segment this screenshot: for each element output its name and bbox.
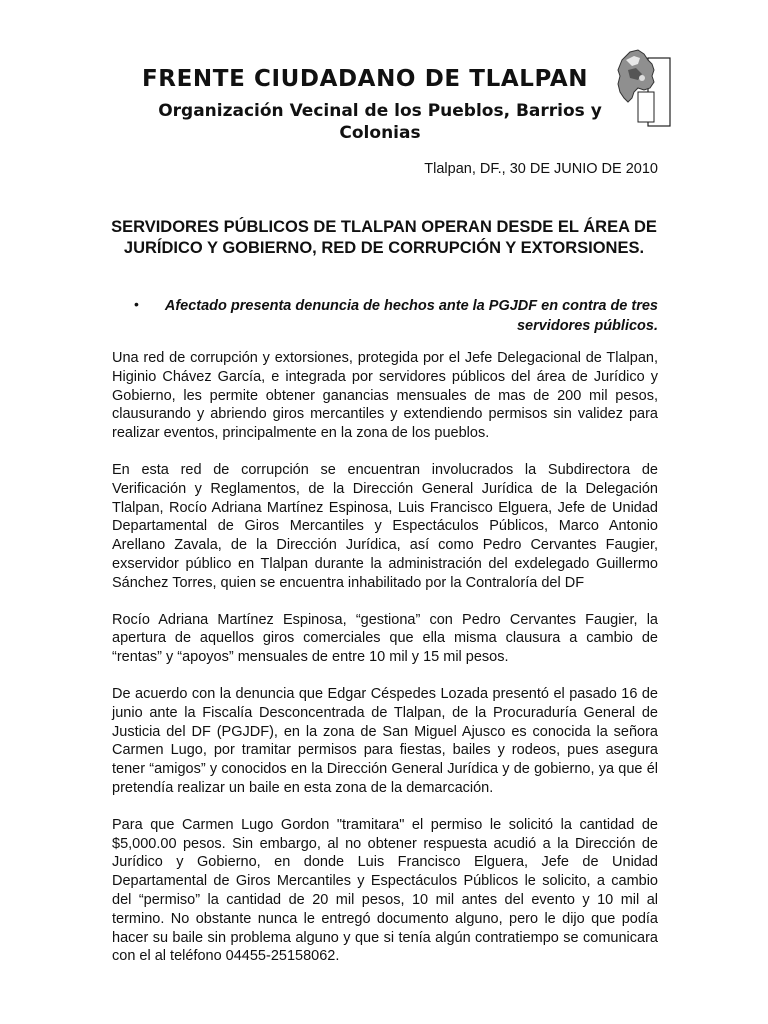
organization-title: FRENTE CIUDADANO DE TLALPAN <box>142 66 589 92</box>
summary-bullet-text: Afectado presenta denuncia de hechos ante la PGJDF en contra de tres servidores públicos. <box>164 298 658 334</box>
headline: SERVIDORES PÚBLICOS DE TLALPAN OPERAN DESDE EL ÁREA DE JURÍDICO Y GOBIERNO, RED DE CORRUPCIÓN Y EXTORSIONES. <box>111 218 657 257</box>
article-body <box>112 349 658 984</box>
tlalpan-map-logo-icon <box>608 48 672 130</box>
paragraph: Una red de corrupción y extorsiones, protegida por el Jefe Delegacional de Tlalpan, Higinio Chávez García, e integrada por servidores públicos del área de Jurídico y Gobierno, les permite obtener ganancias mensuales de mas de 200 mil pesos, clausurando y abriendo giros mercantiles y extendiendo permisos sin validez para realizar eventos, principalmente en la zona de los pueblos. <box>112 350 658 442</box>
paragraph: Para que Carmen Lugo Gordon "tramitara" el permiso le solicitó la cantidad de $5,000.00 pesos. Sin embargo, al no obtener respuesta acudió a la Dirección de Jurídico y Gobierno, en donde Luis Francisco Elguera, Jefe de Unidad Departamental de Giros Mercantiles y Espectáculos Públicos le solicito, a cambio del “permiso” la cantidad de 20 mil pesos, 10 mil antes del evento y 10 mil al termino. No obstante nunca le entregó documento alguno, pero le dijo que podía hacer su baile sin problema alguno y que si tenía algún contratiempo se comunicara con el al teléfono 04455-25158062. <box>112 816 658 965</box>
paragraph: En esta red de corrupción se encuentran involucrados la Subdirectora de Verificación y Reglamentos, de la Dirección General Jurídica de la Delegación Tlalpan, Rocío Adriana Martínez Espinosa, Luis Francisco Elguera, Jefe de Unidad Departamental de Giros Mercantiles y Espectáculos Públicos, Marco Antonio Arellano Zavala, de la Dirección Jurídica, así como Pedro Cervantes Faugier, exservidor público en Tlalpan durante la administración del exdelegado Guillermo Sánchez Torres, quien se encuentra inhabilitado por la Contraloría del DF <box>112 461 658 591</box>
bullet-icon: • <box>134 296 139 312</box>
organization-subtitle: Organización Vecinal de los Pueblos, Barrios y Colonias <box>158 101 602 143</box>
dateline: Tlalpan, DF., 30 DE JUNIO DE 2010 <box>424 161 658 177</box>
paragraph: De acuerdo con la denuncia que Edgar Céspedes Lozada presentó el pasado 16 de junio ante la Fiscalía Desconcentrada de Tlalpan, de la Procuraduría General de Justicia del DF (PGJDF), en la zona de San Miguel Ajusco es conocida la señora Carmen Lugo, por tramitar permisos para fiestas, bailes y rodeos, pues asegura tener “amigos” y conocidos en la Dirección General Jurídica y de gobierno, ya que él pretendía realizar un baile en esta zona de la demarcación. <box>112 685 658 796</box>
paragraph: Rocío Adriana Martínez Espinosa, “gestiona” con Pedro Cervantes Faugier, la apertura de aquellos giros comerciales que ella misma clausura a cambio de “rentas” y “apoyos” mensuales de entre 10 mil y 15 mil pesos. <box>112 611 658 666</box>
